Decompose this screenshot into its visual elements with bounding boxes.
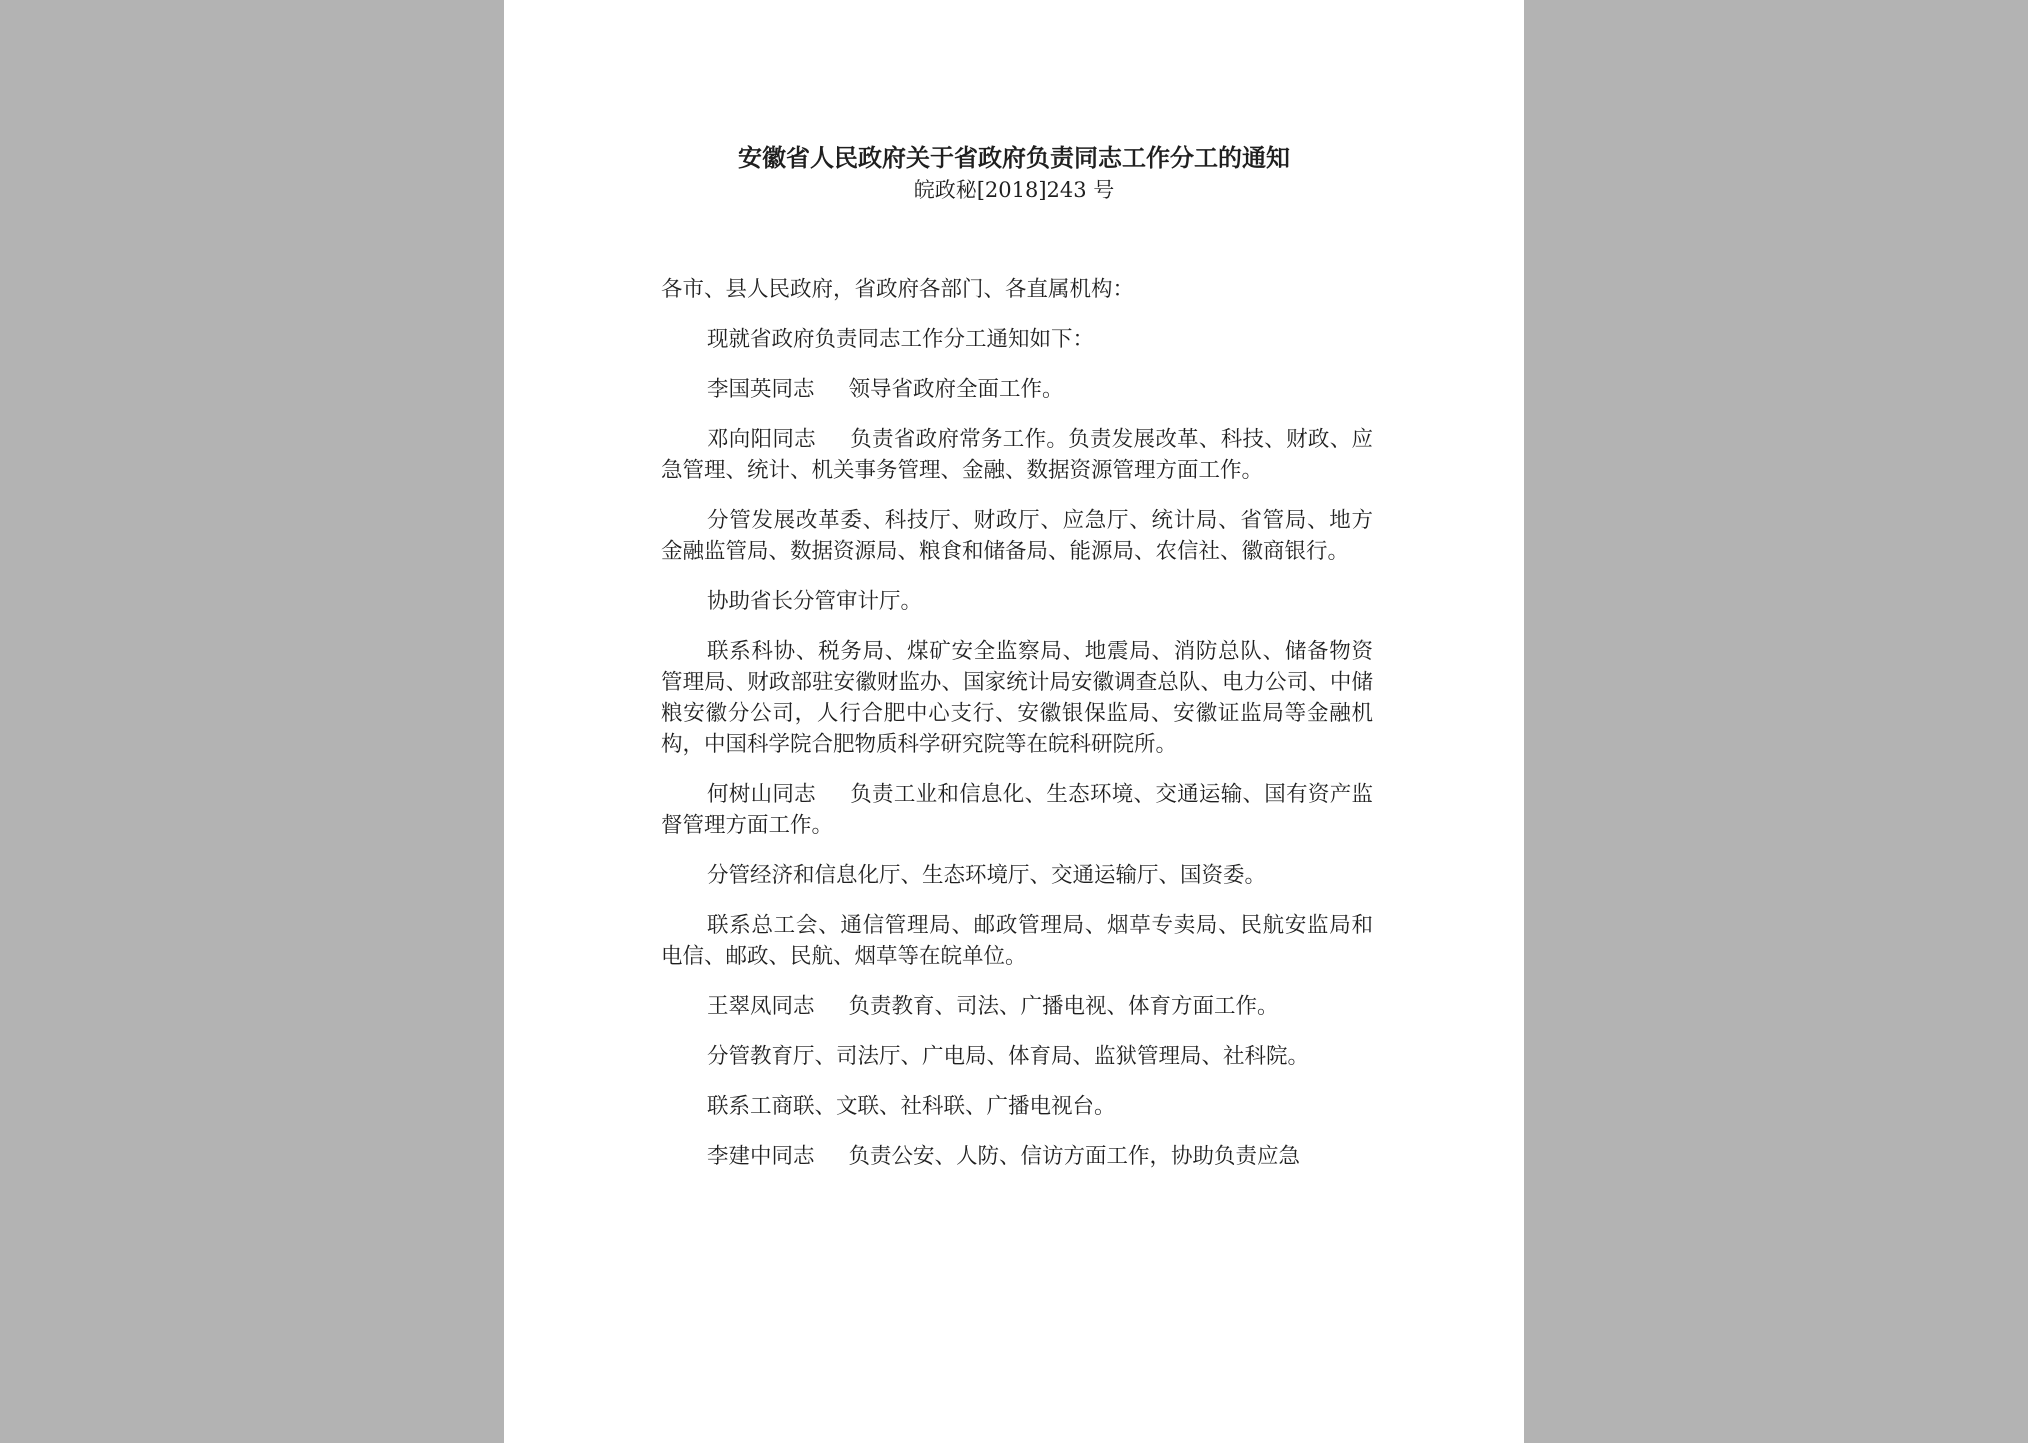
official-paragraph [661,424,1373,486]
body-paragraph: 分管发展改革委、科技厅、财政厅、应急厅、统计局、省管局、地方金融监管局、数据资源局、粮食和储备局、能源局、农信社、徽商银行。 [661,508,1373,564]
intro-paragraph: 现就省政府负责同志工作分工通知如下： [707,327,1095,352]
official-duty: 领导省政府全面工作。 [848,377,1064,402]
official-name: 李建中同志 [707,1144,815,1169]
official-duty: 负责省政府常务工作。负责发展改革、科技、财政、应急管理、统计、机关事务管理、金融、数据资源管理方面工作。 [661,427,1373,483]
document-title: 安徽省人民政府关于省政府负责同志工作分工的通知 [738,143,1290,172]
body-paragraph: 联系总工会、通信管理局、邮政管理局、烟草专卖局、民航安监局和电信、邮政、民航、烟草等在皖单位。 [661,913,1373,969]
official-name: 王翠凤同志 [707,994,815,1019]
official-duty: 负责公安、人防、信访方面工作，协助负责应急 [848,1144,1301,1169]
document-body [661,274,1373,1191]
document-page [504,0,1524,1443]
official-name: 李国英同志 [707,377,815,402]
official-name: 邓向阳同志 [707,427,816,452]
official-duty: 负责工业和信息化、生态环境、交通运输、国有资产监督管理方面工作。 [661,782,1373,838]
body-paragraph: 联系科协、税务局、煤矿安全监察局、地震局、消防总队、储备物资管理局、财政部驻安徽财监办、国家统计局安徽调查总队、电力公司、中储粮安徽分公司，人行合肥中心支行、安徽银保监局、安徽证监局等金融机构，中国科学院合肥物质科学研究院等在皖科研院所。 [661,639,1373,757]
official-paragraph [661,991,1373,1022]
body-paragraph: 分管经济和信息化厅、生态环境厅、交通运输厅、国资委。 [707,863,1267,888]
official-name: 何树山同志 [707,782,816,807]
official-paragraph [661,374,1373,405]
salutation: 各市、县人民政府，省政府各部门、各直属机构： [661,277,1135,302]
official-paragraph [661,779,1373,841]
official-paragraph [661,1141,1373,1172]
body-paragraph: 协助省长分管审计厅。 [707,589,923,614]
official-duty: 负责教育、司法、广播电视、体育方面工作。 [848,994,1279,1019]
body-paragraph: 分管教育厅、司法厅、广电局、体育局、监狱管理局、社科院。 [707,1044,1310,1069]
body-paragraph: 联系工商联、文联、社科联、广播电视台。 [707,1094,1116,1119]
document-number: 皖政秘[2018]243 号 [913,178,1115,202]
